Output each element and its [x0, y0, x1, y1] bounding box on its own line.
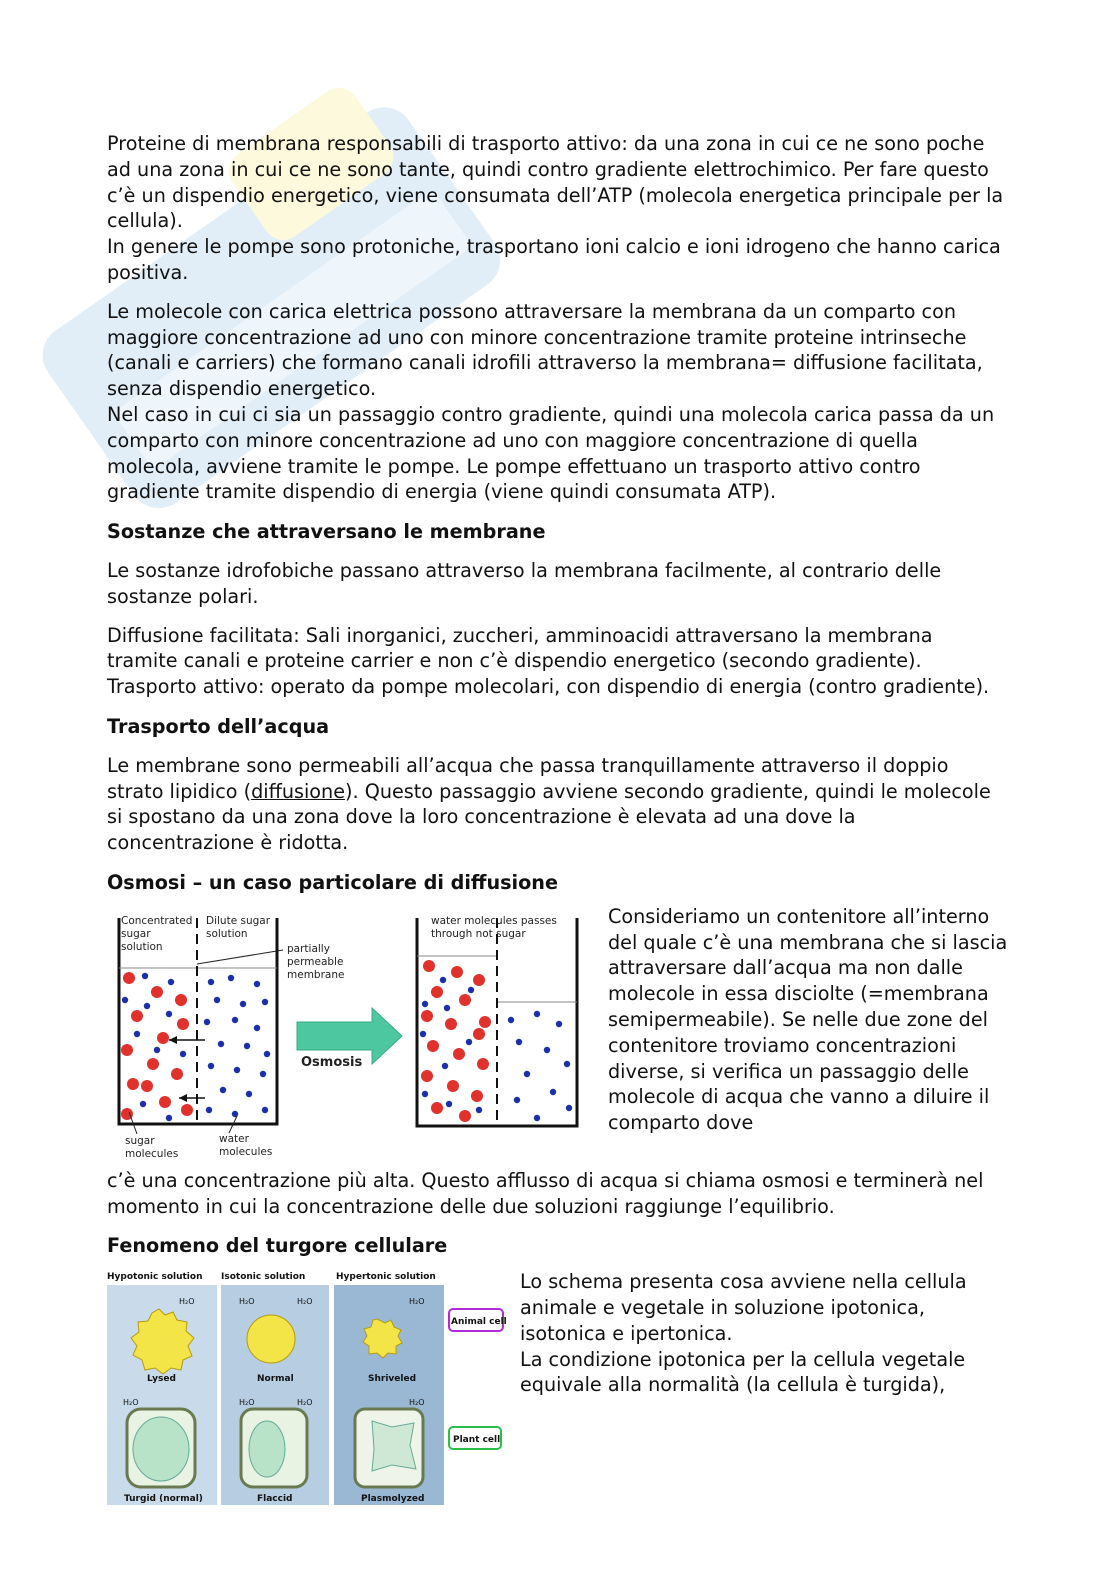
water-molecule: [154, 1047, 160, 1053]
water-molecule: [208, 1063, 214, 1069]
water-molecule: [122, 997, 128, 1003]
sugar-molecule: [421, 1010, 433, 1022]
water-molecule: [566, 1105, 572, 1111]
water-molecule: [534, 1115, 540, 1121]
membrane-pointer: [197, 950, 283, 964]
turgor-paragraph: [520, 1269, 1010, 1398]
h2o-label: H₂O: [297, 1398, 313, 1408]
water-molecule: [254, 981, 260, 987]
osmosis-paragraph: Consideriamo un contenitore all’interno del quale c’è una membrana che si lascia attraversare dall’acqua ma non dalle molecole in essa disciolte (=membrana semipermeabile). Se nelle due zone del contenitore troviamo concentrazioni diverse, si verifica un passaggio delle molecole di acqua che vanno a diluire il comparto dove: [608, 904, 1008, 1135]
water-molecule: [564, 1061, 570, 1067]
sugar-molecule: [159, 1096, 171, 1108]
water-molecule: [144, 1003, 150, 1009]
water-molecules-right: [420, 977, 572, 1121]
water-molecule: [550, 1089, 556, 1095]
flaccid-label: Flaccid: [257, 1494, 293, 1505]
sugar-molecules-label-1: sugar: [125, 1134, 155, 1147]
paragraph: Le molecole con carica elettrica possono attraversare la membrana da un comparto con maggiore concentrazione ad uno con minore concentrazione tramite proteine intrinseche (canali e carriers) che formano canali idrofili attraverso la membrana= diffusione facilitata, senza dispendio energetico.: [107, 299, 983, 401]
water-molecule: [420, 1031, 426, 1037]
water-molecule: [218, 1041, 224, 1047]
section-heading: Trasporto dell’acqua: [107, 714, 330, 738]
water-molecule: [514, 1097, 520, 1103]
sugar-molecule: [473, 1028, 485, 1040]
water-molecule: [534, 1011, 540, 1017]
dilute-label-2: solution: [206, 927, 248, 940]
osmosis-section: [107, 904, 1007, 1168]
water-molecule: [240, 1001, 246, 1007]
sugar-molecule: [127, 1078, 139, 1090]
paragraph: Le sostanze idrofobiche passano attraverso la membrana facilmente, al contrario delle sostanze polari.: [107, 558, 942, 608]
lysed-label: Lysed: [147, 1374, 176, 1385]
sugar-molecule: [151, 986, 163, 998]
h2o-label: H₂O: [409, 1398, 425, 1408]
water-molecules-label-2: molecules: [219, 1145, 273, 1158]
sugar-molecule: [471, 1090, 483, 1102]
water-molecule: [508, 1017, 514, 1023]
sugar-molecule: [423, 960, 435, 972]
water-molecule: [556, 1021, 562, 1027]
water-molecule: [516, 1039, 522, 1045]
section-heading: Fenomeno del turgore cellulare: [107, 1234, 448, 1258]
water-molecule: [220, 1087, 226, 1093]
water-molecule: [246, 1091, 252, 1097]
h2o-label: H₂O: [123, 1398, 139, 1408]
turgid-label: Turgid (normal): [124, 1494, 203, 1505]
h2o-label: H₂O: [239, 1297, 255, 1307]
water-molecule: [422, 1091, 428, 1097]
paragraph-text: ). Questo passaggio avviene secondo gradiente, quindi le molecole si spostano da una zona dove la loro concentrazione è elevata ad una dove la concentrazione è ridotta.: [107, 779, 991, 855]
h2o-label: H₂O: [297, 1297, 313, 1307]
water-molecule: [232, 1017, 238, 1023]
section-heading: Osmosi – un caso particolare di diffusione: [107, 870, 558, 894]
water-molecule: [544, 1047, 550, 1053]
sugar-molecule: [181, 1104, 193, 1116]
sugar-molecule: [175, 994, 187, 1006]
water-molecule: [262, 1107, 268, 1113]
water-molecule: [206, 1107, 212, 1113]
water-molecule: [440, 977, 446, 983]
turgor-diagram: [107, 1269, 507, 1505]
water-molecule: [244, 1043, 250, 1049]
water-molecules-label-1: water: [219, 1132, 249, 1145]
sugar-molecule: [121, 1044, 133, 1056]
water-molecule: [254, 1025, 260, 1031]
arrowhead: [179, 1094, 187, 1102]
water-molecule: [524, 1071, 530, 1077]
sugar-molecule: [431, 1102, 443, 1114]
water-molecule: [466, 1039, 472, 1045]
paragraph-text: Le membrane sono permeabili all’acqua che passa tranquillamente attraverso il doppio strato lipidico (: [107, 753, 949, 803]
water-molecule: [204, 1019, 210, 1025]
paragraph: La condizione ipotonica per la cellula vegetale equivale alla normalità (la cellula è turgida),: [520, 1347, 966, 1397]
water-molecule: [166, 1011, 172, 1017]
water-molecule: [468, 987, 474, 993]
water-molecule: [262, 999, 268, 1005]
water-molecule: [208, 979, 214, 985]
water-molecule: [442, 1063, 448, 1069]
sugar-molecule: [171, 1068, 183, 1080]
water-molecule: [142, 973, 148, 979]
water-molecule: [234, 1067, 240, 1073]
water-molecule: [422, 1001, 428, 1007]
water-molecule: [166, 1115, 172, 1121]
concentrated-label-2: sugar: [121, 927, 151, 940]
water-molecule: [168, 979, 174, 985]
sugar-molecule: [157, 1032, 169, 1044]
section-heading: Sostanze che attraversano le membrane: [107, 520, 546, 544]
paragraph: c’è una concentrazione più alta. Questo afflusso di acqua si chiama osmosi e terminerà nel momento in cui la concentrazione delle due soluzioni raggiunge l’equilibrio.: [107, 1168, 984, 1218]
water-molecule: [476, 1107, 482, 1113]
water-molecule: [180, 1051, 186, 1057]
plasmolyzed-label: Plasmolyzed: [361, 1494, 425, 1505]
sugar-molecule: [131, 1010, 143, 1022]
sugar-molecule: [177, 1018, 189, 1030]
water-molecule: [264, 1051, 270, 1057]
sugar-molecule: [459, 1110, 471, 1122]
water-molecule: [140, 1101, 146, 1107]
water-molecule: [446, 1101, 452, 1107]
water-passes-label-1: water molecules passes: [431, 914, 557, 927]
sugar-molecules-label-2: molecules: [125, 1147, 179, 1160]
water-molecule: [260, 1071, 266, 1077]
sugar-molecule: [123, 972, 135, 984]
water-molecule: [228, 975, 234, 981]
paragraph: [107, 753, 1007, 856]
paragraph: Trasporto attivo: operato da pompe molecolari, con dispendio di energia (contro gradiente).: [107, 675, 990, 699]
paragraph: Proteine di membrana responsabili di trasporto attivo: da una zona in cui ce ne sono poche ad una zona in cui ce ne sono tante, quindi contro gradiente elettrochimico. Per fare questo c’è un dispendio energetico, viene consumata dell’ATP (molecola energetica principale per la cellula).: [107, 132, 1004, 233]
paragraph: In genere le pompe sono protoniche, trasportano ioni calcio e ioni idrogeno che hanno carica positiva.: [107, 235, 1001, 284]
hypertonic-header: Hypertonic solution: [336, 1272, 436, 1283]
osmosis-arrow-label: Osmosis: [301, 1054, 363, 1070]
page-content: [107, 131, 1007, 1505]
arrowhead: [169, 1036, 177, 1044]
sugar-molecule: [141, 1080, 153, 1092]
isotonic-header: Isotonic solution: [221, 1272, 306, 1283]
sugar-molecule: [453, 1048, 465, 1060]
diffusione-link[interactable]: diffusione: [251, 779, 346, 803]
animal-cell-label: Animal cell: [451, 1317, 507, 1328]
plasmolyzed-protoplast: [372, 1421, 416, 1471]
shriveled-label: Shriveled: [368, 1374, 417, 1385]
sugar-molecule: [479, 1016, 491, 1028]
paragraph: Nel caso in cui ci sia un passaggio contro gradiente, quindi una molecola carica passa da un comparto con minore concentrazione ad uno con maggiore concentrazione di quella molecola, avviene tramite le pompe. Le pompe effettuano un trasporto attivo contro gradiente tramite dispendio di energia (viene quindi consumata ATP).: [107, 402, 995, 504]
sugar-molecule: [421, 1070, 433, 1082]
membrane-label-2: permeable: [287, 955, 344, 968]
sugar-molecule: [477, 1058, 489, 1070]
turgor-section: [107, 1269, 1007, 1505]
membrane-label-1: partially: [287, 942, 330, 955]
sugar-molecule: [447, 1080, 459, 1092]
concentrated-label-3: solution: [121, 940, 163, 953]
water-molecule: [444, 1005, 450, 1011]
flaccid-vacuole: [249, 1421, 285, 1477]
paragraph: Diffusione facilitata: Sali inorganici, zuccheri, amminoacidi attraversano la membrana tramite canali e proteine carrier e non c’è dispendio energetico (secondo gradiente).: [107, 623, 933, 673]
sugar-molecule: [445, 1018, 457, 1030]
water-passes-label-2: through not sugar: [431, 927, 526, 940]
hypotonic-header: Hypotonic solution: [107, 1272, 203, 1283]
sugar-molecule: [427, 1040, 439, 1052]
normal-animal-cell: [247, 1315, 295, 1363]
h2o-label: H₂O: [239, 1398, 255, 1408]
sugar-molecule: [451, 966, 463, 978]
dilute-label-1: Dilute sugar: [206, 914, 271, 927]
membrane-label-3: membrane: [287, 968, 345, 981]
sugar-molecule: [473, 974, 485, 986]
sugar-molecules-right: [421, 960, 491, 1122]
paragraph: Lo schema presenta cosa avviene nella cellula animale e vegetale in soluzione ipotonica, isotonica e ipertonica.: [520, 1270, 967, 1345]
h2o-label: H₂O: [409, 1297, 425, 1307]
turgid-vacuole: [133, 1417, 189, 1481]
sugar-molecule: [147, 1058, 159, 1070]
sugar-molecule: [459, 994, 471, 1006]
plant-cell-label: Plant cell: [453, 1435, 501, 1446]
sugar-molecule: [431, 986, 443, 998]
concentrated-label-1: Concentrated: [121, 914, 193, 927]
osmosis-diagram: [107, 904, 597, 1166]
h2o-label: H₂O: [179, 1297, 195, 1307]
normal-label: Normal: [257, 1374, 294, 1385]
water-molecule: [134, 1031, 140, 1037]
water-molecule: [214, 997, 220, 1003]
